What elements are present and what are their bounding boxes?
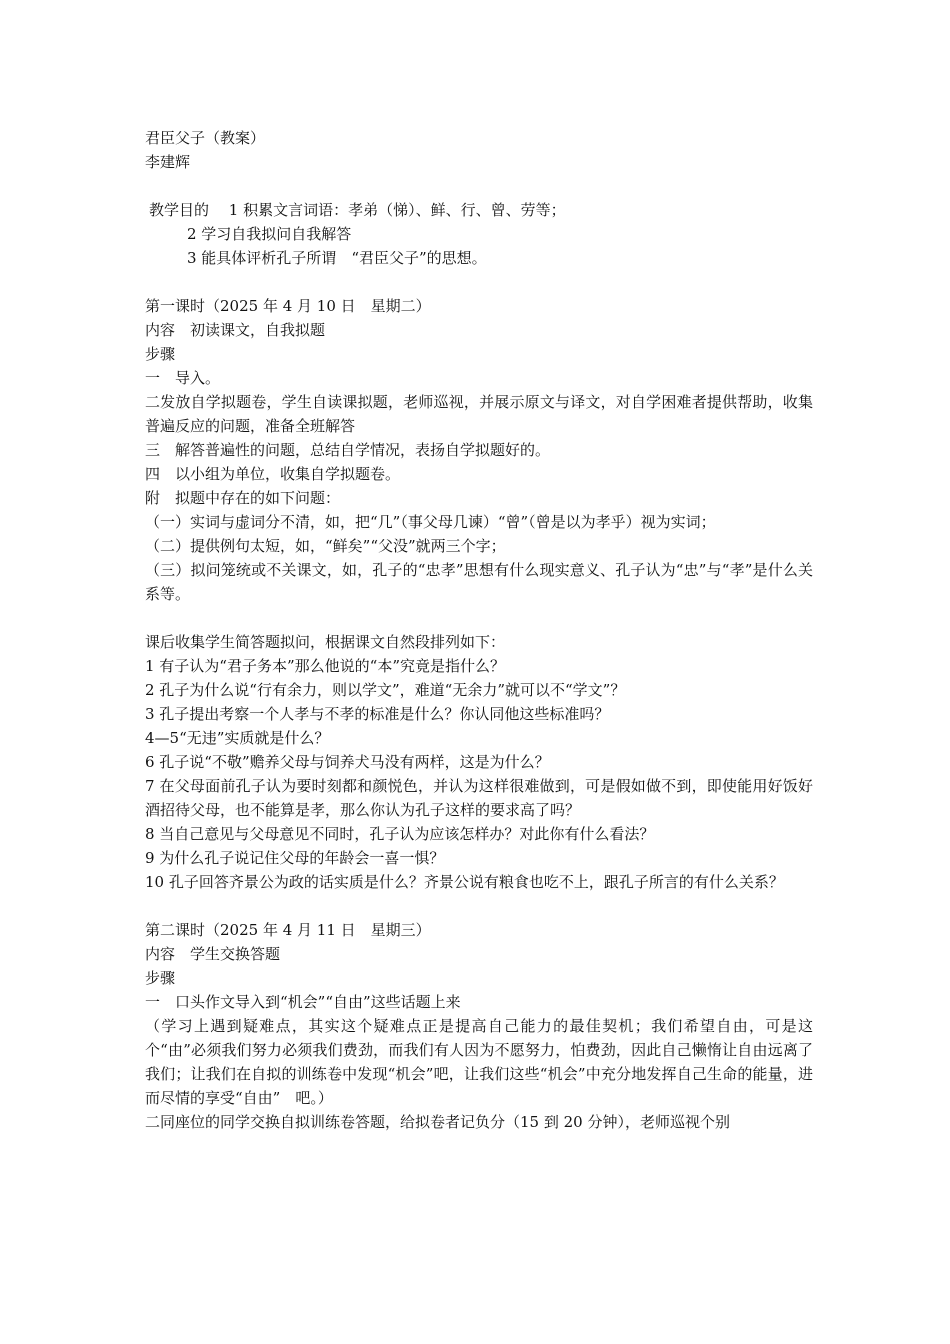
lesson2-content: 内容 学生交换答题 bbox=[145, 945, 281, 963]
aim-line-3: 3 能具体评析孔子所谓 “君臣父子”的思想。 bbox=[187, 249, 487, 267]
question-item: 6 孔子说“不敬”赡养父母与饲养犬马没有两样，这是为什么？ bbox=[145, 753, 550, 771]
question-item: 1 有子认为“君子务本”那么他说的“本”究竟是指什么？ bbox=[145, 657, 505, 675]
question-item: 8 当自己意见与父母意见不同时，孔子认为应该怎样办？对此你有什么看法？ bbox=[145, 825, 655, 843]
lesson1-issue-2: （二）提供例句太短，如，“鲜矣”“父没”就两三个字； bbox=[145, 537, 506, 555]
lesson1-content: 内容 初读课文，自我拟题 bbox=[145, 321, 326, 339]
lesson2-steps-label: 步骤 bbox=[145, 969, 176, 987]
lesson2-step-1: 一 口头作文导入到“机会”“自由”这些话题上来 bbox=[145, 993, 461, 1011]
question-item: 7 在父母面前孔子认为要时刻都和颜悦色，并认为这样很难做到，可是假如做不到，即使能用好饭好酒招待父母，也不能算是孝，那么你认为孔子这样的要求高了吗？ bbox=[145, 777, 813, 819]
lesson1-issue-1: （一）实词与虚词分不清，如，把“几”（事父母几谏）“曾”（曾是以为孝乎）视为实词； bbox=[145, 513, 716, 531]
question-item: 2 孔子为什么说“行有余力，则以学文”，难道“无余力”就可以不“学文”？ bbox=[145, 681, 626, 699]
document-title: 君臣父子（教案） bbox=[145, 129, 266, 147]
lesson1-step-2: 二发放自学拟题卷，学生自读课拟题，老师巡视，并展示原文与译文，对自学困难者提供帮助，收集普遍反应的问题，准备全班解答 bbox=[145, 393, 813, 435]
spacer bbox=[145, 606, 813, 630]
lesson1-step-3: 三 解答普遍性的问题，总结自学情况，表扬自学拟题好的。 bbox=[145, 441, 551, 459]
lesson1-issue-3: （三）拟问笼统或不关课文，如，孔子的“忠孝”思想有什么现实意义、孔子认为“忠”与“孝”是什么关系等。 bbox=[145, 561, 813, 603]
questions-intro: 课后收集学生简答题拟问，根据课文自然段排列如下： bbox=[145, 633, 506, 651]
lesson2-heading: 第二课时（2025 年 4 月 11 日 星期三） bbox=[145, 921, 431, 939]
lesson1-heading: 第一课时（2025 年 4 月 10 日 星期二） bbox=[145, 297, 431, 315]
spacer bbox=[145, 894, 813, 918]
lesson1-step-4: 四 以小组为单位，收集自学拟题卷。 bbox=[145, 465, 401, 483]
spacer bbox=[145, 270, 813, 294]
aim-line-2: 2 学习自我拟问自我解答 bbox=[187, 225, 352, 243]
lesson2-step-note: （学习上遇到疑难点，其实这个疑难点正是提高自己能力的最佳契机；我们希望自由，可是这个“由”必须我们努力必须我们费劲，而我们有人因为不愿努力，怕费劲，因此自己懒惰让自由远离了我们；让我们在自拟的训练卷中发现“机会”吧，让我们这些“机会”中充分地发挥自己生命的能量，进而尽情的享受“自由” 吧。） bbox=[145, 1017, 813, 1107]
question-item: 9 为什么孔子说记住父母的年龄会一喜一惧？ bbox=[145, 849, 445, 867]
question-item: 4—5“无违”实质就是什么？ bbox=[145, 729, 330, 747]
lesson1-step-1: 一 导入。 bbox=[145, 369, 221, 387]
lesson2-step-2: 二同座位的同学交换自拟训练卷答题，给拟卷者记负分（15 到 20 分钟），老师巡视个别 bbox=[145, 1113, 730, 1131]
lesson1-steps-label: 步骤 bbox=[145, 345, 176, 363]
aim-line-1: 教学目的 1 积累文言词语：孝弟（悌）、鲜、行、曾、劳等； bbox=[149, 201, 566, 219]
question-item: 10 孔子回答齐景公为政的话实质是什么？齐景公说有粮食也吃不上，跟孔子所言的有什么关系？ bbox=[145, 873, 784, 891]
lesson-plan-document bbox=[145, 126, 813, 1134]
author-name: 李建辉 bbox=[145, 153, 191, 171]
question-item: 3 孔子提出考察一个人孝与不孝的标准是什么？你认同他这些标准吗？ bbox=[145, 705, 610, 723]
spacer bbox=[145, 174, 813, 198]
lesson1-appendix-label: 附 拟题中存在的如下问题： bbox=[145, 489, 341, 507]
